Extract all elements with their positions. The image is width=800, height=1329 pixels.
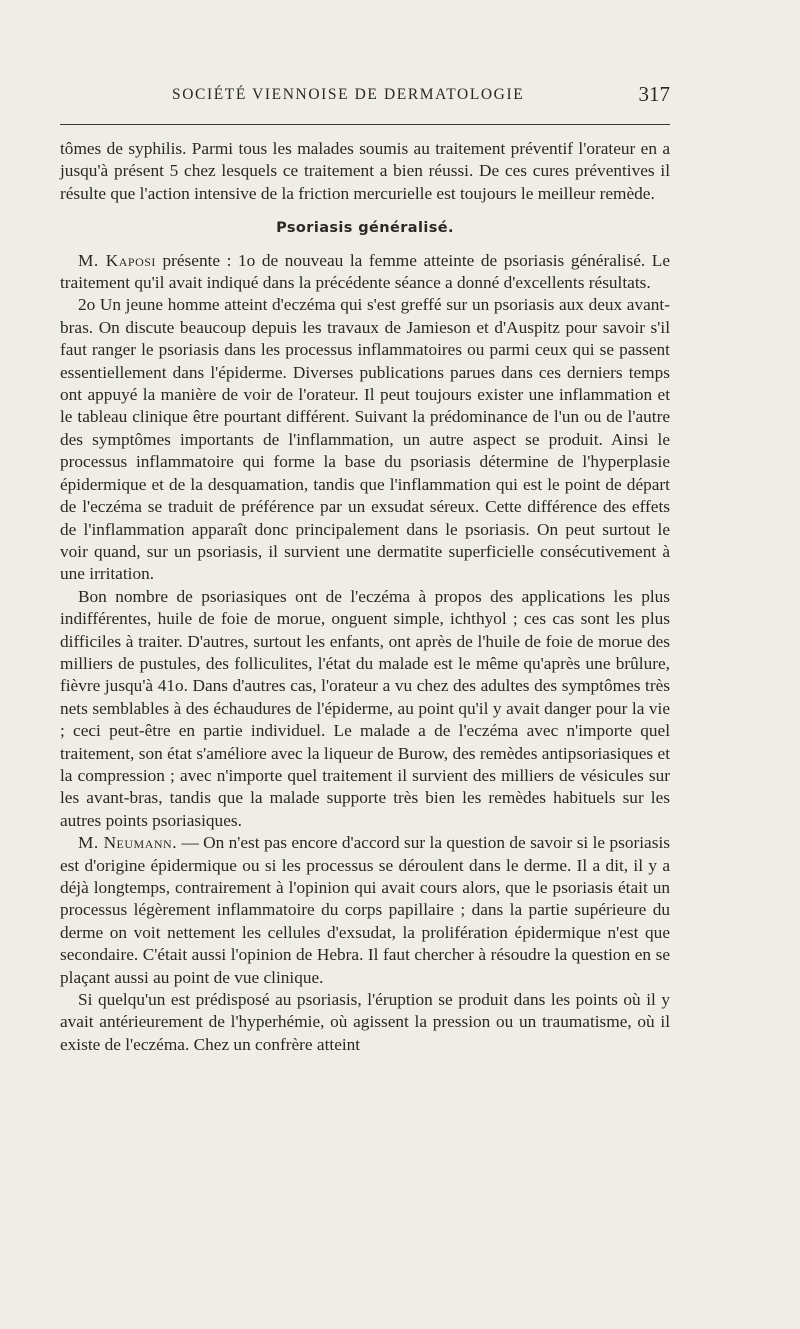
paragraph: 2o Un jeune homme atteint d'eczéma qui s'est greffé sur un psoriasis aux deux avant-bras. On discute beaucoup depuis les travaux de Jamieson et d'Auspitz pour savoir s'il faut ranger le psoriasis dans les processus inflammatoires ou parmi ceux qui se passent essentiellement dans l'épiderme. Diverses publications parues dans ces derniers temps ont appuyé la manière de voir de l'orateur. Il peut toujours exister une inflammation et le tableau clinique être pourtant différent. Suivant la prédominance de l'un ou de l'autre des symptômes importants de l'inflammation, un autre aspect se produit. Ainsi le processus inflammatoire qui forme la base du psoriasis détermine de l'hyperplasie épidermique et de la desquamation, tandis que l'inflammation qui est le point de départ de l'eczéma se traduit de préférence par un exsudat séreux. Cette différence des effets de l'inflammation apparaît donc principalement dans le psoriasis. On peut surtout le voir quand, sur un psoriasis, il survient une dermatite superficielle consécutivement à une irritation. xyxy=(60,295,670,584)
speaker-name: M. Kaposi xyxy=(78,250,156,270)
running-head-title: SOCIÉTÉ VIENNOISE DE DERMATOLOGIE xyxy=(172,86,525,103)
section-title: Psoriasis généralisé. xyxy=(276,220,454,237)
paragraph: Bon nombre de psoriasiques ont de l'eczéma à propos des applications les plus indifférentes, huile de foie de morue, onguent simple, ichthyol ; ces cas sont les plus difficiles à traiter. D'autres, surtout les enfants, ont après de l'huile de foie de morue des milliers de pustules, des folliculites, l'état du malade est le même qu'après une brûlure, fièvre jusqu'à 41o. Dans d'autres cas, l'orateur a vu chez des adultes des symptômes très nets semblables à des échaudures de l'épiderme, au point qu'il y avait danger pour la vie ; ceci peut-être en partie individuel. Le malade a de l'eczéma avec n'importe quel traitement, son état s'améliore avec la liqueur de Burow, des remèdes antipsoriasiques et la compression ; avec n'importe quel traitement il survient des milliers de vésicules sur les avant-bras, tandis que la malade supporte très bien les remèdes habituels sur les autres points psoriasiques. xyxy=(60,586,670,830)
paragraph-text: — On n'est pas encore d'accord sur la question de savoir si le psoriasis est d'origine épidermique ou si les processus se déroulent dans le derme. Il a dit, il y a déjà longtemps, contrairement à l'opinion qui avait cours alors, que le psoriasis était un processus légèrement inflammatoire du corps papillaire ; dans la partie supérieure du derme on voit nettement les cellules d'exsudat, la prolifération épidermique n'est que secondaire. C'était aussi l'opinion de Hebra. Il faut chercher à résoudre la question en se plaçant aussi au point de vue clinique. xyxy=(60,833,670,987)
paragraph xyxy=(60,250,670,295)
page-number: 317 xyxy=(638,82,670,106)
body-text xyxy=(60,138,670,1056)
paragraph: Si quelqu'un est prédisposé au psoriasis, l'éruption se produit dans les points où il y avait antérieurement de l'hyperhémie, où agissent la pression ou un traumatisme, où il existe de l'eczéma. Chez un confrère atteint xyxy=(60,990,670,1054)
speaker-name: M. Neumann. xyxy=(78,833,178,853)
paragraph: tômes de syphilis. Parmi tous les malades soumis au traitement préventif l'orateur en a jusqu'à présent 5 chez lesquels ce traitement a bien réussi. De ces cures préventives il résulte que l'action intensive de la friction mercurielle est toujours le meilleur remède. xyxy=(60,139,670,203)
paragraph-text: présente : 1o de nouveau la femme atteinte de psoriasis généralisé. Le traitement qu'il avait indiqué dans la précédente séance a donné d'excellents résultats. xyxy=(60,250,670,293)
running-head xyxy=(60,82,670,114)
paragraph xyxy=(60,832,670,989)
header-rule xyxy=(60,124,670,125)
